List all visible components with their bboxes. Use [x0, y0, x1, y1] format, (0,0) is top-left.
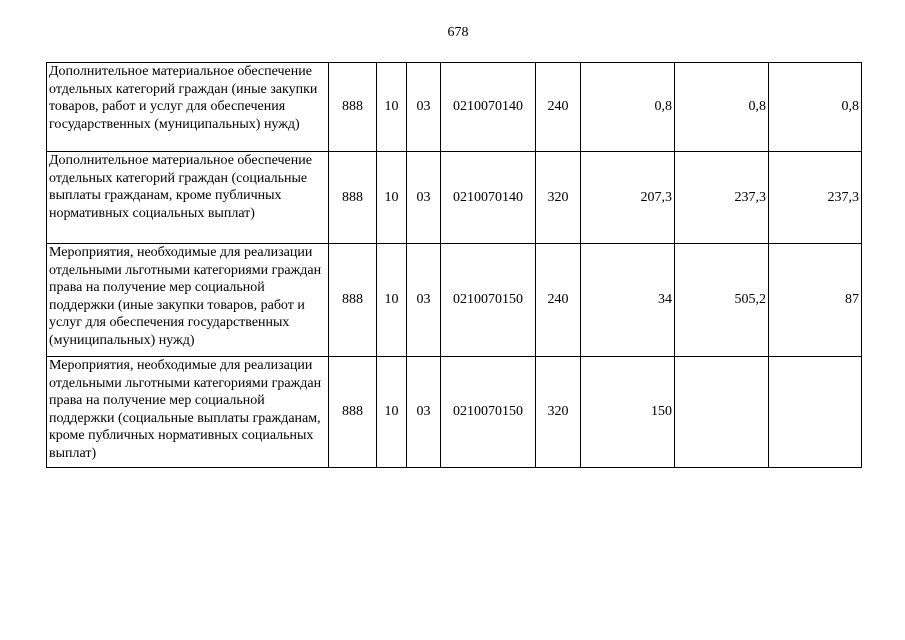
department-code-cell: 888 — [329, 63, 377, 152]
amount-cell-3 — [769, 357, 862, 468]
amount-cell-3: 87 — [769, 244, 862, 357]
subsection-cell: 03 — [407, 152, 441, 244]
amount-cell-2 — [675, 357, 769, 468]
budget-table — [46, 62, 862, 468]
expense-type-cell: 320 — [536, 152, 581, 244]
page-number: 678 — [447, 25, 469, 40]
amount-cell-1: 150 — [581, 357, 675, 468]
section-cell: 10 — [377, 357, 407, 468]
table-row — [47, 152, 862, 244]
subsection-cell: 03 — [407, 63, 441, 152]
department-code-cell: 888 — [329, 152, 377, 244]
section-cell: 10 — [377, 244, 407, 357]
table-row — [47, 244, 862, 357]
target-article-cell: 0210070150 — [441, 244, 536, 357]
table-row — [47, 63, 862, 152]
target-article-cell: 0210070140 — [441, 63, 536, 152]
subsection-cell: 03 — [407, 244, 441, 357]
table-row — [47, 357, 862, 468]
section-cell: 10 — [377, 152, 407, 244]
expense-type-cell: 240 — [536, 244, 581, 357]
target-article-cell: 0210070140 — [441, 152, 536, 244]
amount-cell-1: 0,8 — [581, 63, 675, 152]
department-code-cell: 888 — [329, 244, 377, 357]
target-article-cell: 0210070150 — [441, 357, 536, 468]
row-description: Мероприятия, необходимые для реализации отдельными льготными категориями граждан права на получение мер социальной поддержки (иные закупки товаров, работ и услуг для обеспечения государственных (муниципальных) нужд) — [47, 244, 329, 357]
amount-cell-2: 237,3 — [675, 152, 769, 244]
subsection-cell: 03 — [407, 357, 441, 468]
amount-cell-3: 0,8 — [769, 63, 862, 152]
expense-type-cell: 320 — [536, 357, 581, 468]
amount-cell-2: 505,2 — [675, 244, 769, 357]
row-description: Дополнительное материальное обеспечение отдельных категорий граждан (социальные выплаты гражданам, кроме публичных нормативных социальных выплат) — [47, 152, 329, 244]
amount-cell-1: 207,3 — [581, 152, 675, 244]
section-cell: 10 — [377, 63, 407, 152]
row-description: Дополнительное материальное обеспечение отдельных категорий граждан (иные закупки товаров, работ и услуг для обеспечения государственных (муниципальных) нужд) — [47, 63, 329, 152]
expense-type-cell: 240 — [536, 63, 581, 152]
amount-cell-3: 237,3 — [769, 152, 862, 244]
amount-cell-2: 0,8 — [675, 63, 769, 152]
amount-cell-1: 34 — [581, 244, 675, 357]
department-code-cell: 888 — [329, 357, 377, 468]
row-description: Мероприятия, необходимые для реализации отдельными льготными категориями граждан права на получение мер социальной поддержки (социальные выплаты гражданам, кроме публичных нормативных социальных выплат) — [47, 357, 329, 468]
